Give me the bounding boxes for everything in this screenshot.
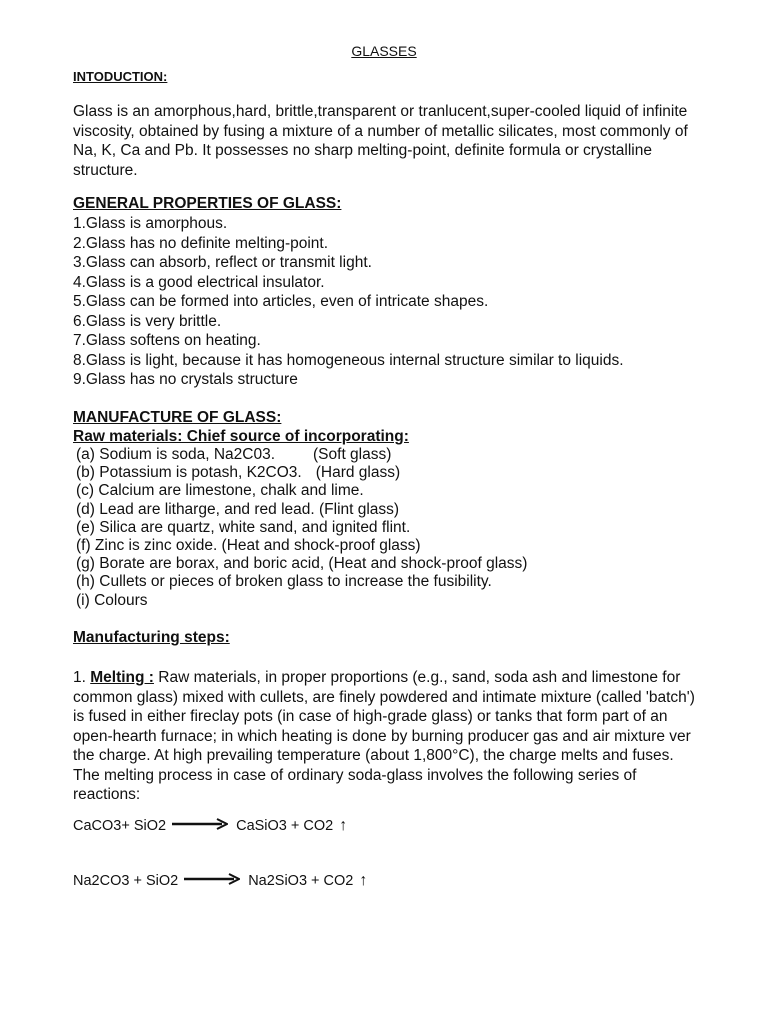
reactants: CaCO3+ SiO2: [73, 818, 167, 834]
list-item: 2.Glass has no definite melting-point.: [73, 234, 329, 252]
melting-text: Raw materials, in proper proportions (e.g., sand, soda ash and limestone for common glass) mixed with cullets, are finely powdered and intimate mixture (called 'batch') is fused in either fireclay pots (in case of high-grade glass) or tanks that form part of an open-hearth furnace; in which heating is done by burning producer gas and air mixture ver the charge. At high prevailing temperature (about 1,800°C), the charge melts and fuses. The melting process in case of ordinary soda-glass involves the following series of reactions:: [73, 669, 695, 803]
manufacture-heading: MANUFACTURE OF GLASS:: [73, 409, 282, 426]
gas-evolved-arrow-icon: ↑: [339, 817, 348, 834]
properties-heading: GENERAL PROPERTIES OF GLASS:: [73, 195, 342, 212]
gas-evolved-arrow-icon: ↑: [359, 872, 368, 889]
introduction-paragraph: Glass is an amorphous,hard, brittle,transparent or tranlucent,super-cooled liquid of infinite viscosity, obtained by fusing a mixture of a number of metallic silicates, most commonly of Na, K, Ca and Pb. It possesses no sharp melting-point, definite formula or crystalline structure.: [73, 103, 688, 179]
list-item: 4.Glass is a good electrical insulator.: [73, 273, 325, 291]
raw-item-note: (Soft glass): [313, 446, 392, 463]
melting-paragraph: [73, 668, 703, 805]
list-item: 8.Glass is light, because it has homogeneous internal structure similar to liquids.: [73, 351, 624, 369]
list-item: 7.Glass softens on heating.: [73, 332, 261, 349]
reactants: Na2CO3 + SiO2: [73, 873, 179, 889]
raw-item-note: (Hard glass): [315, 464, 401, 482]
properties-list: [73, 214, 624, 390]
introduction-heading: INTODUCTION:: [73, 69, 168, 84]
raw-materials-heading: Raw materials: Chief source of incorporating:: [73, 428, 409, 445]
raw-materials-list: [76, 446, 527, 610]
list-item: (e) Silica are quartz, white sand, and ignited flint.: [76, 518, 411, 536]
list-item: (d) Lead are litharge, and red lead. (Flint glass): [76, 500, 400, 518]
list-item: 5.Glass can be formed into articles, even of intricate shapes.: [73, 293, 489, 310]
reaction-arrow-icon: [184, 873, 240, 889]
list-item: 3.Glass can absorb, reflect or transmit light.: [73, 254, 372, 271]
list-item: (g) Borate are borax, and boric acid, (Heat and shock-proof glass): [76, 555, 528, 573]
list-item: 9.Glass has no crystals structure: [73, 371, 298, 388]
manufacturing-steps-heading: Manufacturing steps:: [73, 629, 230, 646]
list-item: (f) Zinc is zinc oxide. (Heat and shock-proof glass): [76, 537, 421, 555]
list-item: [76, 464, 527, 482]
reaction-equation: [73, 817, 347, 835]
list-item: 1.Glass is amorphous.: [73, 215, 228, 232]
products: CaSiO3 + CO2: [236, 818, 334, 834]
list-item: (c) Calcium are limestone, chalk and lime.: [76, 482, 364, 500]
list-item: (i) Colours: [76, 591, 148, 609]
products: Na2SiO3 + CO2: [248, 873, 354, 889]
list-item: [76, 446, 527, 464]
document-title: GLASSES: [351, 43, 417, 59]
raw-item-text: (b) Potassium is potash, K2CO3.: [76, 464, 302, 482]
raw-item-text: (a) Sodium is soda, Na2C03.: [76, 446, 276, 463]
list-item: 6.Glass is very brittle.: [73, 312, 222, 330]
step-number: 1.: [73, 669, 91, 686]
reaction-arrow-icon: [172, 818, 228, 834]
melting-label: Melting :: [90, 669, 154, 686]
list-item: (h) Cullets or pieces of broken glass to increase the fusibility.: [76, 573, 492, 591]
reaction-equation: [73, 872, 367, 890]
